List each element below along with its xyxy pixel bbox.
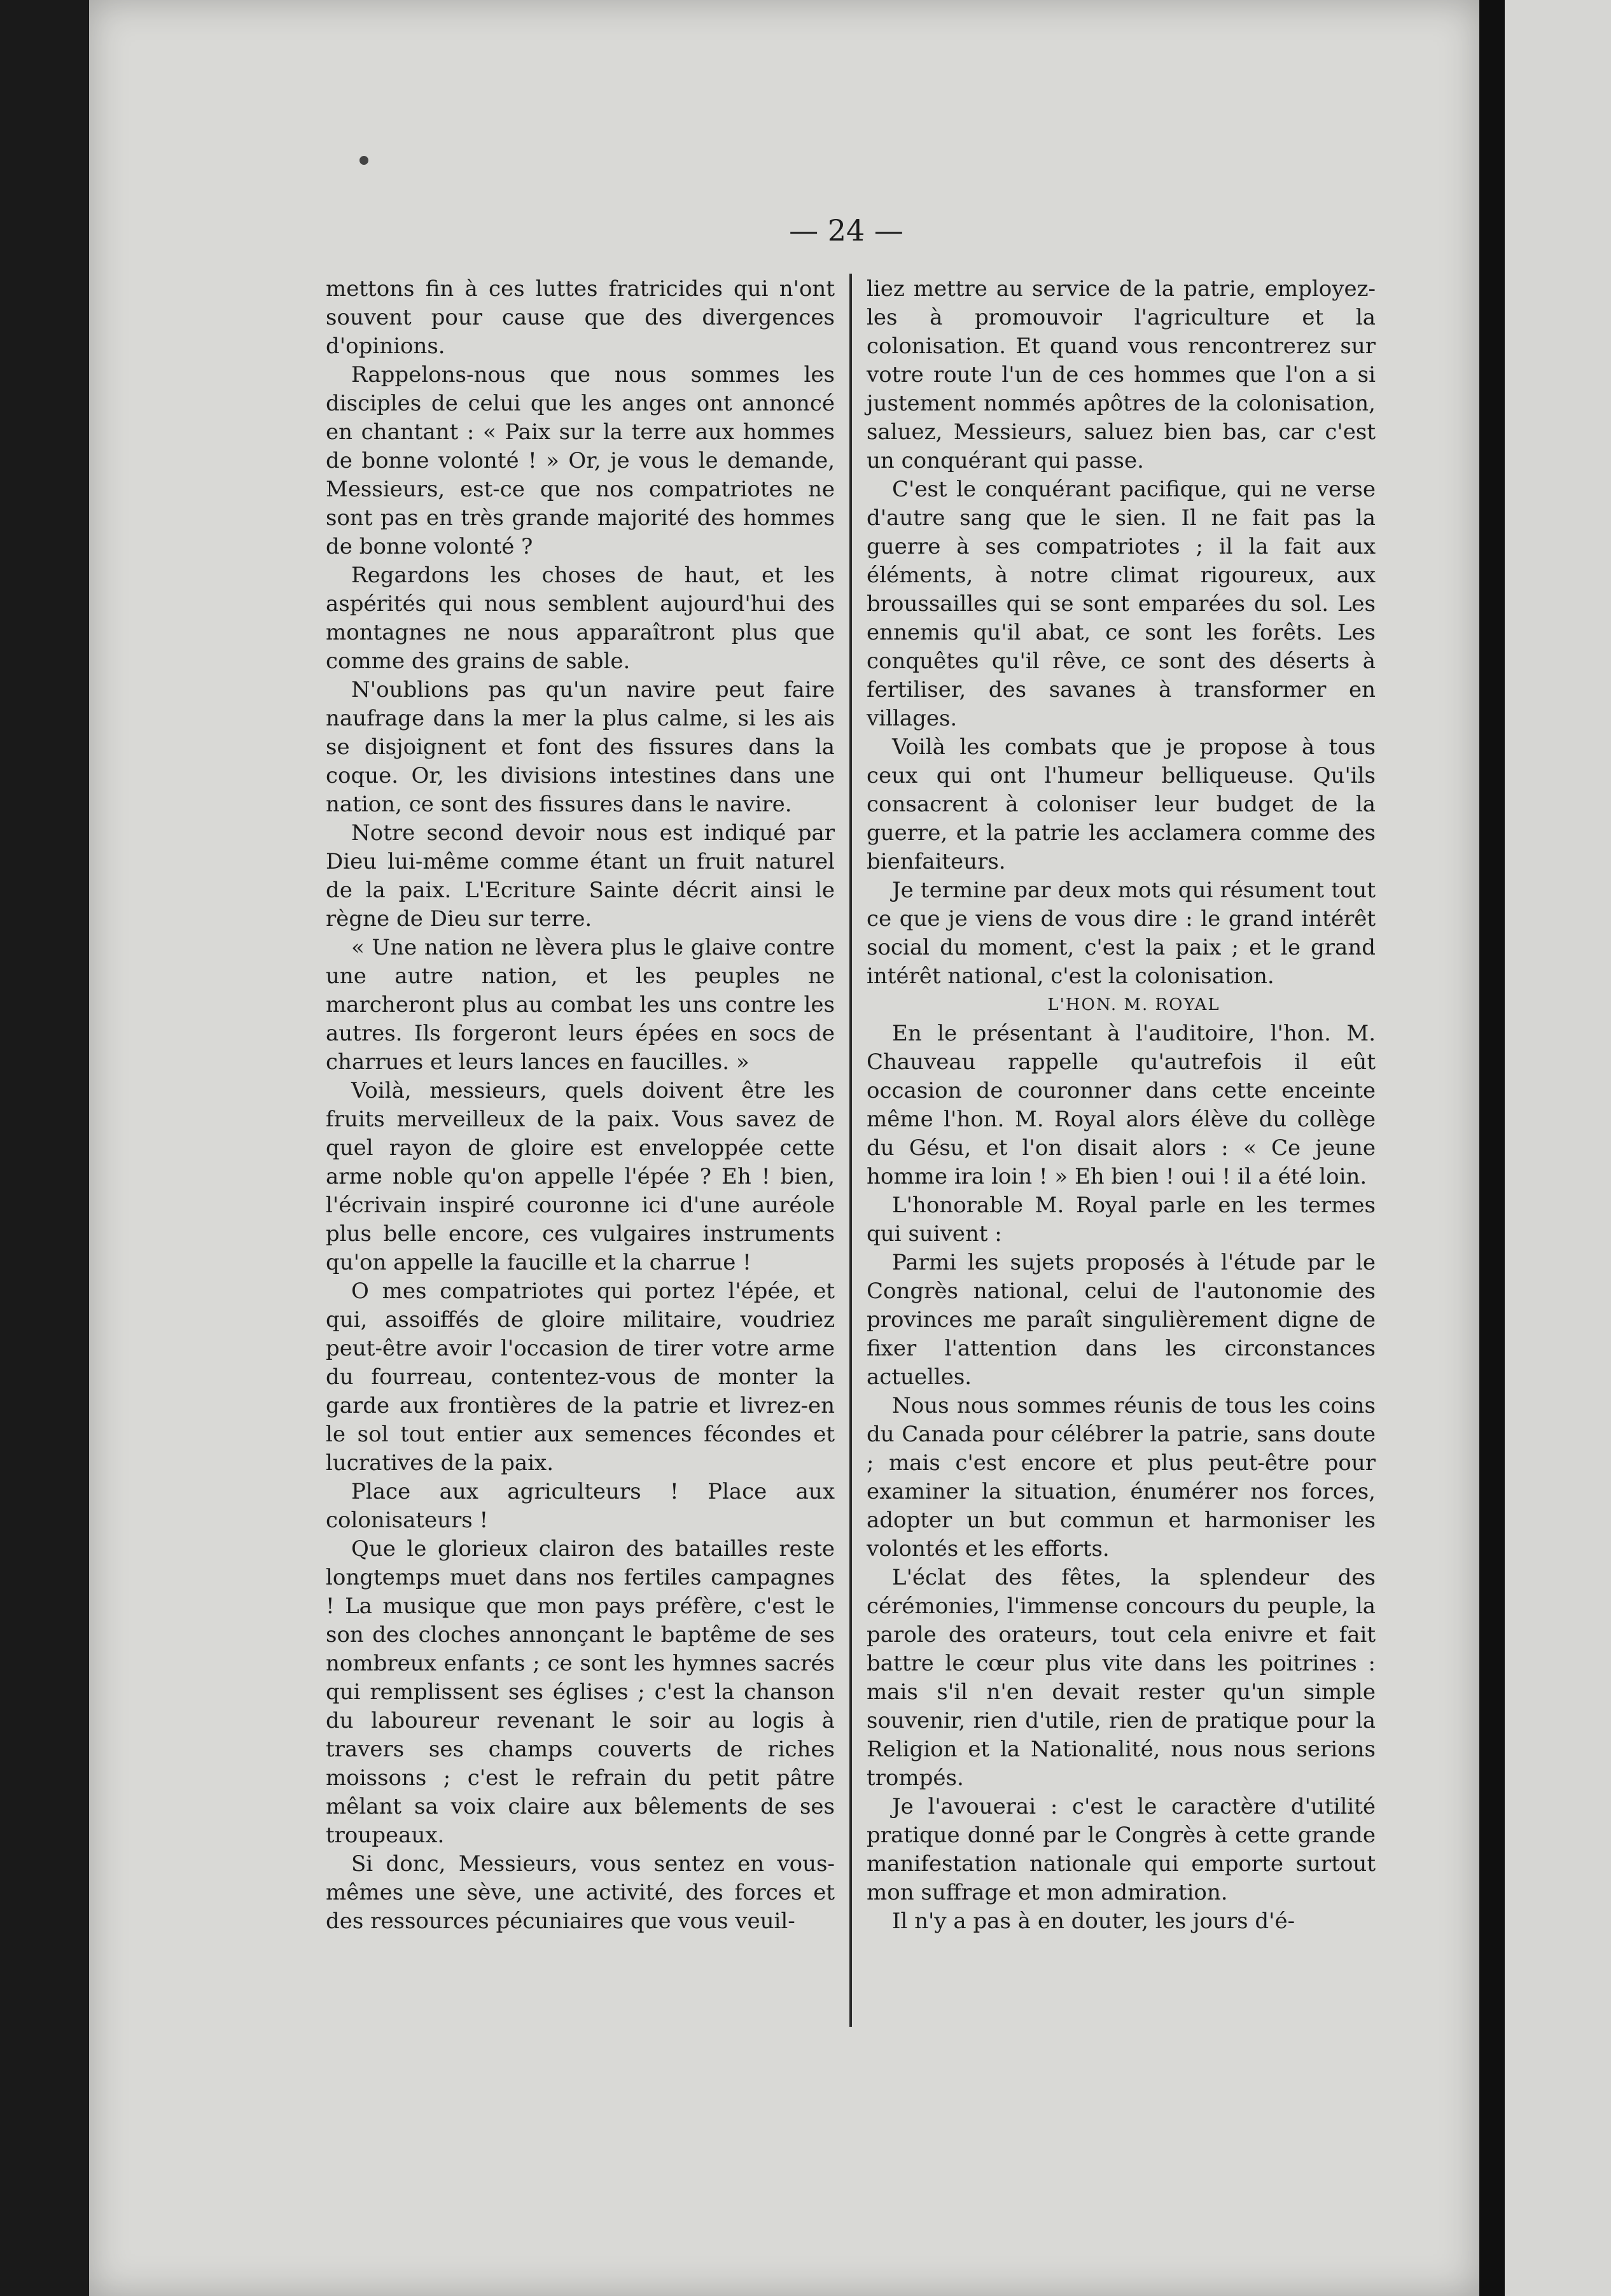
section-heading: L'HON. M. ROYAL <box>1047 995 1220 1014</box>
paragraph: C'est le conquérant pacifique, qui ne verse d'autre sang que le sien. Il ne fait pas la guerre à ses compatriotes ; il la fait aux éléments, à notre climat rigoureux, aux broussailles qui se sont emparées du sol. Les ennemis qu'il abat, ce sont les forêts. Les conquêtes qu'il rêve, ce sont des déserts à fertiliser, des savanes à transformer en villages. <box>867 477 1376 731</box>
left-column <box>326 275 835 1936</box>
paragraph: Il n'y a pas à en douter, les jours d'é- <box>892 1908 1295 1934</box>
paragraph: Notre second devoir nous est indiqué par Dieu lui-même comme étant un fruit naturel de la paix. L'Ecriture Sainte décrit ainsi le règne de Dieu sur terre. <box>326 820 835 932</box>
paragraph: Place aux agriculteurs ! Place aux colonisateurs ! <box>326 1479 835 1533</box>
paragraph: Regardons les choses de haut, et les aspérités qui nous semblent aujourd'hui des montagnes ne nous apparaîtront plus que comme des grains de sable. <box>326 563 835 674</box>
paragraph: Nous nous sommes réunis de tous les coins du Canada pour célébrer la patrie, sans doute ; mais c'est encore et plus peut-être pour examiner la situation, énumérer nos forces, adopter un but commun et harmoniser les volontés et les efforts. <box>867 1393 1376 1562</box>
paragraph: Si donc, Messieurs, vous sentez en vous-mêmes une sève, une activité, des forces et des ressources pécuniaires que vous veuil- <box>326 1851 835 1934</box>
page-number: — 24 — <box>789 213 903 248</box>
paragraph: liez mettre au service de la patrie, employez-les à promouvoir l'agriculture et la colonisation. Et quand vous rencontrerez sur votre route l'un de ces hommes que l'on a si justement nommés apôtres de la colonisation, saluez, Messieurs, saluez bien bas, car c'est un conquérant qui passe. <box>867 276 1376 473</box>
paragraph: N'oublions pas qu'un navire peut faire naufrage dans la mer la plus calme, si les ais se disjoignent et font des fissures dans la coque. Or, les divisions intestines dans une nation, ce sont des fissures dans le navire. <box>326 677 835 817</box>
right-column-bottom-text <box>867 1019 1376 1936</box>
ink-speck <box>359 156 368 165</box>
column-divider <box>849 274 852 2027</box>
right-column <box>867 275 1376 1936</box>
paragraph: « Une nation ne lèvera plus le glaive contre une autre nation, et les peuples ne marcheront plus au combat les uns contre les autres. Ils forgeront leurs épées en socs de charrues et leurs lances en faucilles. » <box>326 935 835 1075</box>
page-gutter-shadow <box>1479 0 1505 2296</box>
paragraph: Voilà, messieurs, quels doivent être les fruits merveilleux de la paix. Vous savez de quel rayon de gloire est enveloppée cette arme noble qu'on appelle l'épée ? Eh ! bien, l'écrivain inspiré couronne ici d'une auréole plus belle encore, ces vulgaires instruments qu'on appelle la faucille et la charrue ! <box>326 1078 835 1275</box>
paragraph: L'éclat des fêtes, la splendeur des cérémonies, l'immense concours du peuple, la parole des orateurs, tout cela enivre et fait battre le cœur plus vite dans les poitrines : mais s'il n'en devait rester qu'un simple souvenir, rien d'utile, rien de pratique pour la Religion et la Nationalité, nous nous serions trompés. <box>867 1565 1376 1791</box>
adjacent-page-edge <box>1505 0 1611 2296</box>
paragraph: Rappelons-nous que nous sommes les disciples de celui que les anges ont annoncé en chantant : « Paix sur la terre aux hommes de bonne volonté ! » Or, je vous le demande, Messieurs, est-ce que nos compatriotes ne sont pas en très grande majorité des hommes de bonne volonté ? <box>326 362 835 559</box>
paragraph: En le présentant à l'auditoire, l'hon. M. Chauveau rappelle qu'autrefois il eût occasion de couronner dans cette enceinte même l'hon. M. Royal alors élève du collège du Gésu, et l'on disait alors : « Ce jeune homme ira loin ! » Eh bien ! oui ! il a été loin. <box>867 1021 1376 1189</box>
paragraph: L'honorable M. Royal parle en les termes qui suivent : <box>867 1193 1376 1247</box>
paragraph: Que le glorieux clairon des batailles reste longtemps muet dans nos fertiles campagnes ! La musique que mon pays préfère, c'est le son des cloches annonçant le baptême de ses nombreux enfants ; ce sont les hymnes sacrés qui remplissent ses églises ; c'est la chanson du laboureur revenant le soir au logis à travers ses champs couverts de riches moissons ; c'est le refrain du petit pâtre mêlant sa voix claire aux bêlements de ses troupeaux. <box>326 1536 835 1848</box>
paragraph: Voilà les combats que je propose à tous ceux qui ont l'humeur belliqueuse. Qu'ils consacrent à coloniser leur budget de la guerre, et la patrie les acclamera comme des bienfaiteurs. <box>867 734 1376 874</box>
paragraph: Je l'avouerai : c'est le caractère d'utilité pratique donné par le Congrès à cette grande manifestation nationale qui emporte surtout mon suffrage et mon admiration. <box>867 1794 1376 1905</box>
paragraph: mettons fin à ces luttes fratricides qui n'ont souvent pour cause que des divergences d'opinions. <box>326 276 835 359</box>
right-column-top-text <box>867 275 1376 991</box>
paragraph: O mes compatriotes qui portez l'épée, et qui, assoiffés de gloire militaire, voudriez peut-être avoir l'occasion de tirer votre arme du fourreau, contentez-vous de monter la garde aux frontières de la patrie et livrez-en le sol tout entier aux semences fécondes et lucratives de la paix. <box>326 1278 835 1476</box>
paragraph: Je termine par deux mots qui résument tout ce que je viens de vous dire : le grand intérêt social du moment, c'est la paix ; et le grand intérêt national, c'est la colonisation. <box>867 878 1376 989</box>
paragraph: Parmi les sujets proposés à l'étude par le Congrès national, celui de l'autonomie des provinces me paraît singulièrement digne de fixer l'attention dans les circonstances actuelles. <box>867 1250 1376 1390</box>
